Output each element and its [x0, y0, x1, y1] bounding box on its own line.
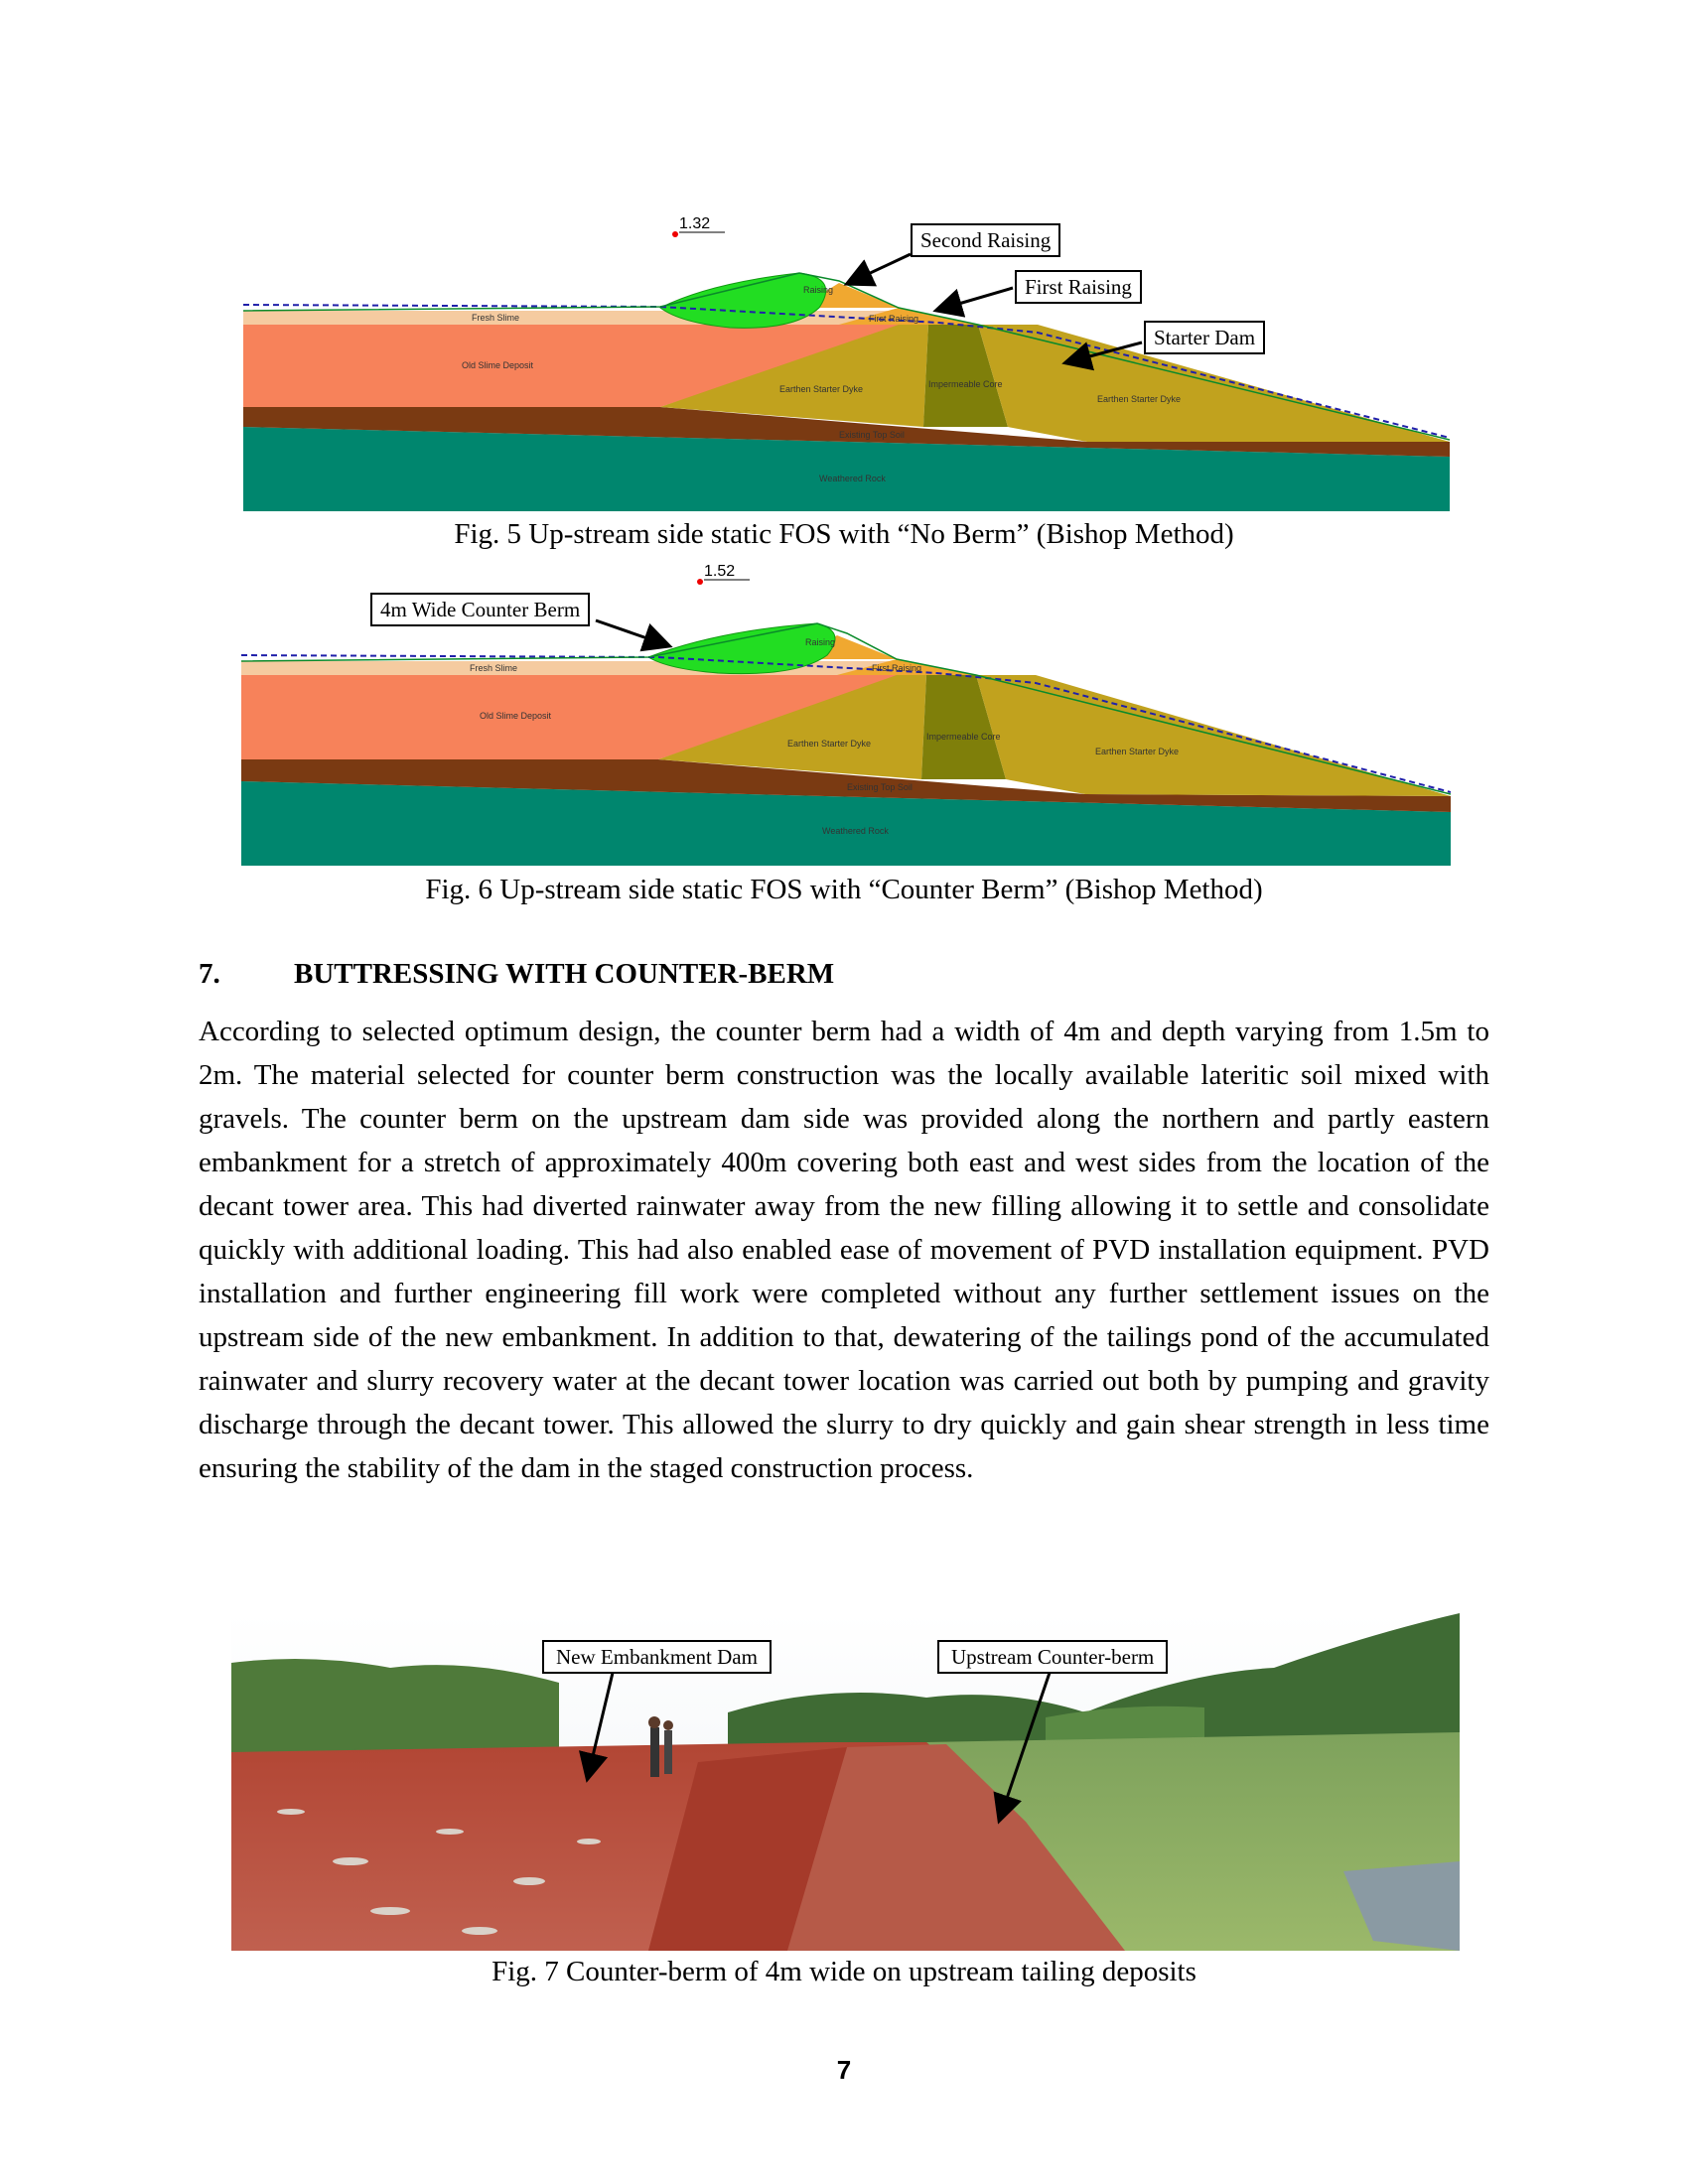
fig6-caption: Fig. 6 Up-stream side static FOS with “Counter Berm” (Bishop Method) — [425, 874, 1263, 905]
fig5-fos-value: 1.32 — [679, 215, 711, 232]
fig6-label-top-soil: Existing Top Soil — [847, 782, 913, 792]
fig6-label-second-raising: Raising — [805, 637, 836, 647]
fig5-callout-second-raising: Second Raising — [911, 223, 1060, 257]
fig5-label-earthen-dyke-left: Earthen Starter Dyke — [779, 384, 864, 394]
section-number: 7. — [199, 958, 220, 990]
fig5-callout-first-raising: First Raising — [1015, 270, 1142, 304]
fig5-label-weathered-rock: Weathered Rock — [819, 474, 886, 483]
fig6-label-earthen-dyke-right: Earthen Starter Dyke — [1095, 747, 1180, 756]
fig6-label-first-raising: First Raising — [872, 663, 922, 673]
fig5-callout-arrows — [0, 0, 1688, 556]
section-paragraph: According to selected optimum design, the counter berm had a width of 4m and depth varying from 1.5m to 2m. The material selected for counter berm construction was the locally available lateritic soil mixed with gravels. The counter berm on the upstream dam side was provided along the northern and partly eastern embankment for a stretch of approximately 400m covering both east and west sides from the location of the decant tower area. This had diverted rainwater away from the new filling allowing it to settle and consolidate quickly with additional loading. This had also enabled ease of movement of PVD installation equipment. PVD installation and further engineering fill work were completed without any further settlement issues on the upstream side of the new embankment. In addition to that, dewatering of the tailings pond of the accumulated rainwater and slurry recovery water at the decant tower location was carried out both by pumping and gravity discharge through the decant tower. This allowed the slurry to dry quickly and gain shear strength in less time ensuring the stability of the dam in the staged construction process. — [199, 1016, 1489, 1484]
fig5-label-old-slime: Old Slime Deposit — [462, 360, 534, 370]
section-title: BUTTRESSING WITH COUNTER-BERM — [294, 958, 835, 990]
fig5-label-first-raising: First Raising — [869, 314, 919, 324]
section-heading — [199, 958, 834, 991]
fig6-fos-value: 1.52 — [704, 563, 736, 580]
fig5-caption: Fig. 5 Up-stream side static FOS with “No Berm” (Bishop Method) — [454, 518, 1234, 550]
fig5-label-fresh-slime: Fresh Slime — [472, 313, 520, 323]
fig6-label-fresh-slime: Fresh Slime — [470, 663, 518, 673]
fig5-label-second-raising: Raising — [803, 285, 834, 295]
fig7-caption: Fig. 7 Counter-berm of 4m wide on upstream tailing deposits — [492, 1956, 1196, 1987]
fig5-label-earthen-dyke-right: Earthen Starter Dyke — [1097, 394, 1182, 404]
fig5-callout-starter-dam: Starter Dam — [1144, 321, 1265, 354]
fig5-label-impermeable-core: Impermeable Core — [928, 379, 1003, 389]
fig6-label-earthen-dyke-left: Earthen Starter Dyke — [787, 739, 872, 749]
fig6-label-old-slime: Old Slime Deposit — [480, 711, 552, 721]
fig7-callout-counter-berm: Upstream Counter-berm — [937, 1640, 1168, 1674]
fig6-callout-counter-berm: 4m Wide Counter Berm — [370, 593, 590, 626]
fig6-label-weathered-rock: Weathered Rock — [822, 826, 889, 836]
fig7-callout-arrows — [0, 1628, 1688, 1846]
page-number: 7 — [836, 2055, 852, 2085]
fig6-callout-arrow — [0, 556, 1688, 675]
fig6-label-impermeable-core: Impermeable Core — [926, 732, 1001, 742]
fig7-callout-new-embankment: New Embankment Dam — [542, 1640, 772, 1674]
fig5-label-top-soil: Existing Top Soil — [839, 430, 905, 440]
